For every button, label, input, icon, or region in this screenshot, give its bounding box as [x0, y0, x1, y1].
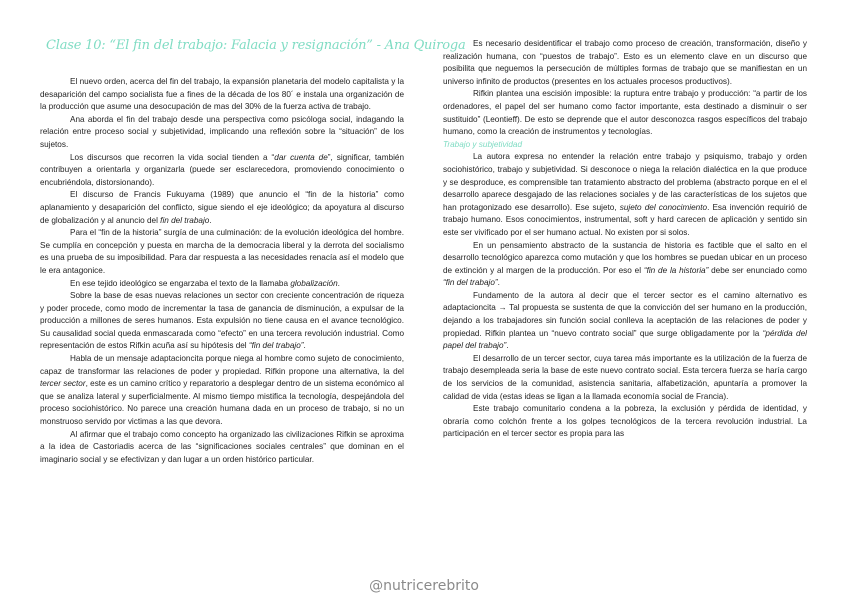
- italic-run: “fin del trabajo”: [248, 341, 304, 351]
- text-run: Fundamento de la autora al decir que el tercer sector es el camino alternativo es adaptacioncita → Tal propuesta se sustenta de que la convicción del ser humano en la producción, dejando a los trabajadores sin función social conlleva la aceptación de las relaciones de poder y propiedad. Rifkin plantea un “nuevo contrato social” que surge obligadamente por la: [443, 290, 807, 338]
- italic-run: “fin del trabajo”: [443, 278, 498, 288]
- text-run: Sobre la base de esas nuevas relaciones un sector con creciente concentración de riqueza y poder procede, como modo de incrementar la tasa de ganancia de disminución, a expulsar de la producción a millones de seres humanos. Esta expulsión no tiene causa en el avance tecnológico. Su causalidad social queda enmascarada como “efecto” en una tercera revolución industrial. Como representación de estos Rifkin acuña así su hipótesis del: [40, 291, 404, 351]
- text-run: El discurso de Francis Fukuyama (1989) que anuncio el “fin de la historia” como aplanamiento y desaparición del conflicto, sigue siendo el eje ideológico; da apoyatura al discurso de globalización y al anuncio del: [40, 190, 404, 225]
- paragraph: El desarrollo de un tercer sector, cuya tarea más importante es la utilización de la fuerza de trabajo desempleada seria la base de este nuevo contrato social. Esta tercera fuerza se haría cargo de los servicios de la comunidad, asistencia sanitaria, alfabetización, apuntaría a promover la calidad de vida (estas ideas se ligan a la llamada economía social de Francia).: [443, 353, 807, 401]
- paragraph: Ana aborda el fin del trabajo desde una perspectiva como psicóloga social, indagando la relación entre proceso social y subjetividad, implicando una reflexión sobre la “situación” de los sujetos.: [40, 114, 404, 149]
- paragraph: Es necesario desidentificar el trabajo como proceso de creación, transformación, diseño y realización humana, con “puestos de trabajo”. Esto es un elemento clave en un discurso que posibilita que neguemos la persecución de múltiples formas de trabajo que se manifiestan en un universo infinito de productos (presentes en los actuales procesos productivos).: [443, 39, 807, 86]
- left-column-text: [40, 76, 404, 466]
- text-run: En un pensamiento abstracto de la sustancia de historia es factible que el salto en el desarrollo tecnológico aparezca como mutación y que los hombres se puedan ubicar en un proceso de extinción y al margen de la producción. Por eso el: [443, 240, 807, 275]
- paragraph: [40, 152, 404, 190]
- italic-run: fin del trabajo: [160, 215, 210, 225]
- italic-run: “fin de la historia”: [643, 265, 709, 275]
- text-run: debe ser enunciado como: [708, 265, 807, 275]
- text-run: Habla de un mensaje adaptacioncita porque niega al hombre como sujeto de conocimiento, capaz de transformar las relaciones de poder y propiedad. Rifkin propone una alternativa, la del: [40, 354, 404, 376]
- text-run: . Esa invención requirió de trabajo humano. Esos conocimientos, instrumental, soft y hard carecen de aplicación y sentido sin este ser vivificado por el ser humano actual. No existen por si solos.: [443, 202, 807, 237]
- italic-run: sujeto del conocimiento: [619, 202, 708, 212]
- text-run: ”, significar, también contribuyen a orientarla y organizarla (puede ser esclarecedora, promoviendo conocimiento o encubriéndola, distorsionando).: [40, 152, 404, 187]
- right-column-text: [443, 38, 807, 441]
- text-run: .: [506, 341, 509, 351]
- italic-run: dar cuenta de: [274, 152, 328, 162]
- paragraph: [443, 151, 807, 239]
- text-run: .: [337, 278, 340, 288]
- paragraph: [443, 290, 807, 353]
- text-run: La autora expresa no entender la relación entre trabajo y psiquismo, trabajo y orden sociohistórico, trabajo y subjetividad. Si desconoce o niega la relación dialéctica en la que produce y se desproduce, es comprensible tan tratamiento abstracto del problema (abstracto porque en el el desarrollo aparece desgajado de las relaciones sociales y de las características de los sujetos que han protagonizado ese desarrollo). Ese sujeto,: [443, 152, 807, 212]
- italic-run: tercer sector: [40, 379, 86, 389]
- paragraph: Al afirmar que el trabajo como concepto ha organizado las civilizaciones Rifkin se aproxima a la idea de Castoriadis acerca de las “significaciones sociales centrales” que dominan en el imaginario social y se efectivizan y dan lugar a un orden histórico particular.: [40, 429, 404, 464]
- watermark: @nutricerebrito: [369, 578, 479, 594]
- paragraph: [40, 189, 404, 227]
- section-subheading: Trabajo y subjetividad: [443, 139, 523, 149]
- text-run: En ese tejido ideológico se engarzaba el texto de la llamaba: [70, 278, 291, 288]
- italic-run: “pérdida del papel del trabajo”: [443, 328, 807, 351]
- paragraph: El nuevo orden, acerca del fin del trabajo, la expansión planetaria del modelo capitalista y la desaparición del campo socialista fue a fines de la década de los 80´ e instala una organización de la producción que asume una desocupación de mas del 30% de la fuerza activa de trabajo.: [40, 77, 404, 112]
- paragraph: Para el “fin de la historia” surgía de una culminación: de la evolución ideológica del hombre. Se cumplía en concepción y puesta en marcha de la democracia liberal y la derrota del socialismo es una prueba de su imposibilidad. Para dar respuesta a las necesidades renacía así el modelo que le era antagonice.: [40, 228, 404, 275]
- paragraph: Rifkin plantea una escisión imposible: la ruptura entre trabajo y producción: “a partir de los ordenadores, el papel del ser humano como factor importante, esta destinado a disminuir o ser sustituido” (Leontieff). De esto se deprende que el autor desconozca rasgos específicos del trabajo humano, como la creación de instrumentos y tecnologías.: [443, 89, 807, 137]
- text-run: .: [303, 341, 306, 351]
- text-run: .: [209, 215, 212, 225]
- italic-run: globalización: [290, 278, 338, 288]
- text-run: , este es un camino crítico y reparatorio a desplegar dentro de un sistema económico al que se analiza lateral y superficialmente. Al mismo tiempo mistifica la tecnología, despejándola del proceso sociohistórico. No parece una creación humana dada en un proceso de trabajo, si no un monstruoso servido por victimas a las que devora.: [40, 379, 405, 427]
- paragraph: [443, 240, 807, 290]
- paragraph: [40, 353, 404, 429]
- text-run: Los discursos que recorren la vida social tienden a “: [70, 152, 275, 162]
- paragraph: Este trabajo comunitario condena a la pobreza, la exclusión y pérdida de identidad, y obraría como colchón frente a los golpes tecnológicos de la tercera revolución industrial. La participación en el tercer sector es propia para las: [443, 404, 807, 439]
- paragraph: [40, 290, 404, 353]
- text-run: .: [497, 278, 500, 288]
- paragraph: [40, 278, 404, 291]
- page-title: Clase 10: “El fin del trabajo: Falacia y resignación” - Ana Quiroga: [46, 38, 466, 53]
